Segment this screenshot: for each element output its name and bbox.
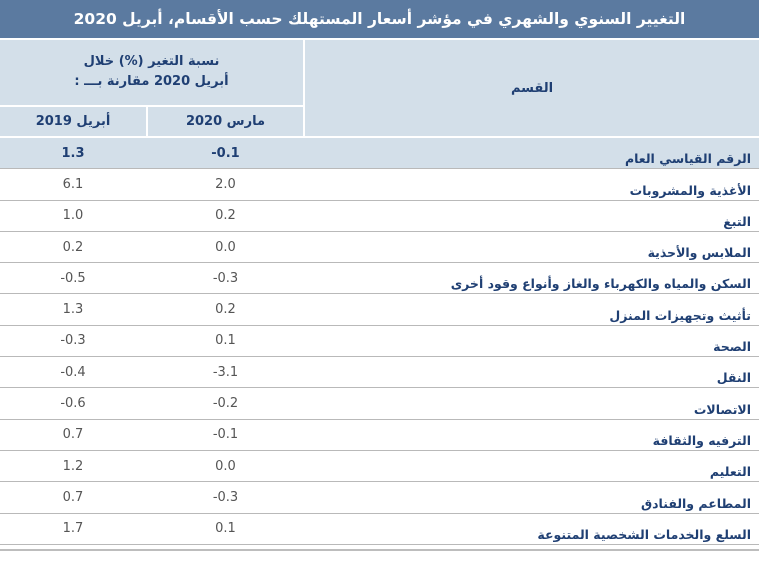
table-row <box>0 201 759 232</box>
table-row <box>0 263 759 294</box>
cell-march-2020: -0.2 <box>212 396 239 412</box>
header-change-group <box>0 40 303 105</box>
table-row <box>0 294 759 325</box>
cell-april-2019: 1.2 <box>62 458 84 474</box>
row-label: الرقم القياسي العام <box>624 151 751 167</box>
table-title: التغيير السنوي والشهري في مؤشر أسعار المستهلك حسب الأقسام، أبريل 2020 <box>0 0 759 39</box>
cell-march-2020: 0.2 <box>215 208 236 224</box>
cell-march-2020: 2.0 <box>215 176 236 192</box>
row-label: تأثيث وتجهيزات المنزل <box>609 307 751 323</box>
row-label: المطاعم والفنادق <box>640 495 751 511</box>
row-label: السكن والمياه والكهرباء والغاز وأنواع وقود أخرى <box>450 276 751 292</box>
cell-april-2019: 1.3 <box>62 302 84 318</box>
row-label: الاتصالات <box>693 401 751 417</box>
cell-april-2019: 1.0 <box>62 208 84 224</box>
cell-april-2019: -0.4 <box>60 364 86 380</box>
header-category: القسم <box>305 40 759 136</box>
cell-march-2020: 0.1 <box>215 521 236 537</box>
cell-april-2019: 6.1 <box>62 176 84 192</box>
cell-april-2019: 0.7 <box>62 427 84 443</box>
row-label: التعليم <box>709 464 751 480</box>
header-april-2019: أبريل 2019 <box>0 107 146 136</box>
cell-march-2020: -0.1 <box>212 427 239 443</box>
table-row <box>0 169 759 200</box>
header-group-line1: نسبة التغير (%) خلال <box>83 54 220 69</box>
cell-april-2019: -0.5 <box>60 270 86 286</box>
row-label: التبغ <box>723 213 751 229</box>
cell-march-2020: -0.3 <box>212 270 239 286</box>
row-label: الملابس والأحذية <box>647 245 751 261</box>
cell-march-2020: 0.1 <box>215 333 236 349</box>
header-group-line2: أبريل 2020 مقارنة بـــ : <box>74 74 229 89</box>
table-bottom-rule <box>0 549 759 551</box>
table-row-general-index <box>0 138 759 169</box>
table-row <box>0 482 759 513</box>
cell-march-2020: 0.2 <box>215 302 236 318</box>
row-label: السلع والخدمات الشخصية المتنوعة <box>537 526 751 542</box>
row-label: الصحة <box>713 339 751 355</box>
table-row <box>0 420 759 451</box>
table-row <box>0 232 759 263</box>
cell-march-2020: -3.1 <box>212 364 239 380</box>
row-label: الأغذية والمشروبات <box>629 182 751 198</box>
table-header <box>0 40 759 136</box>
row-label: النقل <box>716 370 751 386</box>
cell-march-2020: 0.0 <box>215 239 236 255</box>
cell-april-2019: -0.3 <box>60 333 86 349</box>
cell-march-2020: 0.0 <box>215 458 236 474</box>
cell-april-2019: 0.7 <box>62 489 84 505</box>
table-row <box>0 326 759 357</box>
table-row <box>0 388 759 419</box>
cell-april-2019: -0.6 <box>60 396 86 412</box>
cell-april-2019: 1.3 <box>61 145 85 161</box>
row-label: الترفيه والثقافة <box>652 432 751 448</box>
cell-march-2020: -0.3 <box>212 489 239 505</box>
table-body <box>0 138 759 545</box>
cell-april-2019: 1.7 <box>62 521 84 537</box>
cell-march-2020: -0.1 <box>211 145 240 161</box>
header-march-2020: مارس 2020 <box>148 107 303 136</box>
table-row <box>0 357 759 388</box>
table-row <box>0 451 759 482</box>
table-row <box>0 514 759 545</box>
cell-april-2019: 0.2 <box>62 239 84 255</box>
